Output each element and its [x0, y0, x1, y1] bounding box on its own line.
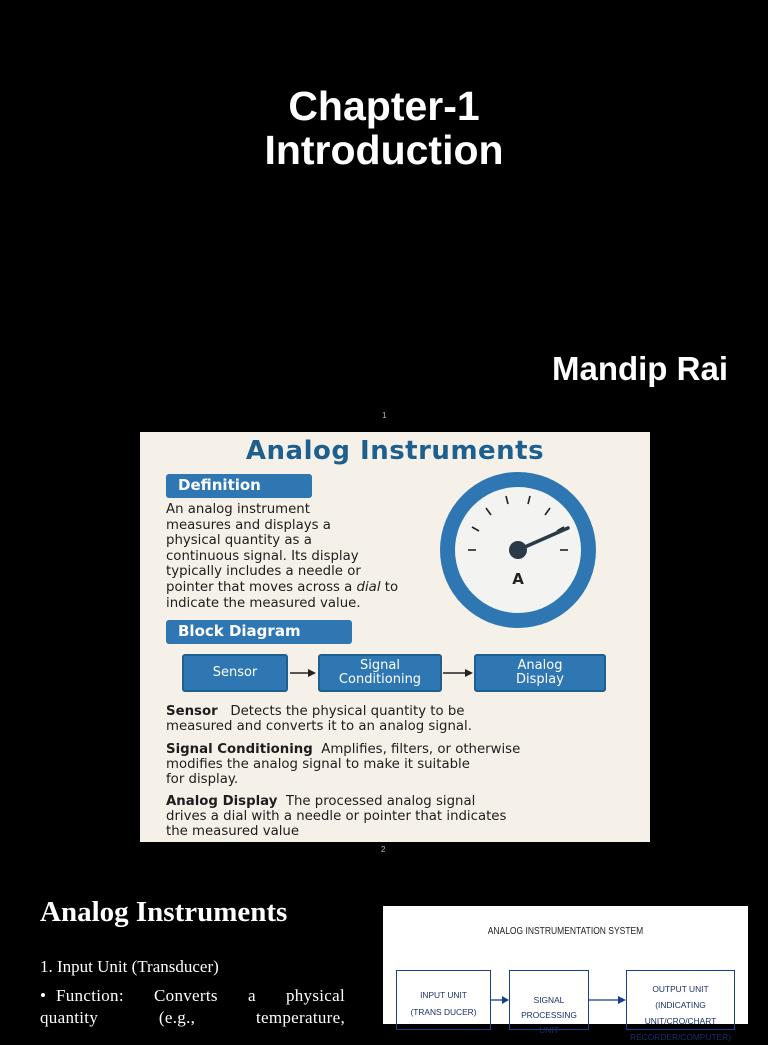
- ammeter-gauge-icon: [436, 472, 602, 612]
- input-unit-box: [396, 970, 491, 1030]
- diagram-title: ANALOG INSTRUMENTATION SYSTEM: [487, 926, 644, 937]
- bullet-text: quantity (e.g., temperature,: [40, 1008, 345, 1027]
- box-label: SIGNAL PROCESSING: [521, 995, 577, 1020]
- slide-1-title: [0, 84, 768, 172]
- box-label: RECORDER/COMPUTER): [630, 1032, 731, 1042]
- block-label: Conditioning: [338, 672, 422, 687]
- definition-fragment: pointer that moves across a: [166, 579, 357, 595]
- term: Analog Display: [166, 794, 278, 809]
- definition-fragment: to: [380, 579, 399, 595]
- title-line-2: Introduction: [264, 127, 504, 173]
- analog-instruments-infographic: [140, 432, 650, 842]
- block-label: Display: [516, 672, 564, 687]
- bullet-text: Function: Converts a physical: [56, 986, 345, 1005]
- page-number-1: 1: [382, 411, 387, 420]
- term: Sensor: [166, 704, 218, 719]
- desc-text: Detects the physical quantity to be: [217, 704, 465, 719]
- block-diagram-heading: Block Diagram: [166, 620, 352, 644]
- desc-text: Amplifies, filters, or otherwise: [312, 742, 521, 757]
- function-bullet: [40, 985, 345, 1029]
- analog-display-description: [166, 794, 636, 839]
- sensor-description: [166, 704, 636, 734]
- page-number-2: 2: [381, 845, 386, 854]
- desc-text: the measured value: [166, 824, 300, 839]
- gauge-label: A: [512, 570, 524, 588]
- definition-line: physical quantity as a: [166, 533, 312, 549]
- infographic-title: Analog Instruments: [245, 436, 545, 466]
- analog-display-block: [474, 654, 606, 692]
- box-label: UNIT: [539, 1025, 559, 1035]
- arrow-right-icon: [443, 666, 473, 680]
- arrow-right-icon: [589, 995, 626, 1005]
- box-label: (INDICATING UNIT/CRO/CHART: [644, 1000, 717, 1026]
- definition-line: indicate the measured value.: [166, 595, 361, 611]
- box-label: (TRANS DUCER): [410, 1007, 477, 1017]
- signal-conditioning-description: [166, 742, 636, 787]
- author-name: Mandip Rai: [551, 350, 728, 387]
- desc-text: for display.: [166, 772, 239, 787]
- box-label: INPUT UNIT: [420, 990, 467, 1000]
- block-label: Analog: [517, 658, 563, 673]
- arrow-right-icon: [491, 995, 509, 1005]
- definition-italic-word: dial: [356, 579, 381, 595]
- sensor-block: Sensor: [182, 654, 288, 692]
- title-line-1: Chapter-1: [288, 83, 480, 129]
- arrow-right-icon: [290, 666, 316, 680]
- slide-3-title: Analog Instruments: [40, 896, 288, 928]
- desc-text: measured and converts it to an analog signal.: [166, 719, 472, 734]
- term: Signal Conditioning: [166, 742, 313, 757]
- signal-conditioning-block: [318, 654, 442, 692]
- desc-text: drives a dial with a needle or pointer that indicates: [166, 809, 507, 824]
- signal-processing-unit-box: [509, 970, 589, 1035]
- analog-instrumentation-system-diagram: [383, 906, 748, 1042]
- definition-line: typically includes a needle or: [166, 564, 361, 580]
- desc-text: The processed analog signal: [277, 794, 476, 809]
- definition-line: continuous signal. Its display: [166, 548, 359, 564]
- definition-line: An analog instrument: [166, 502, 310, 517]
- input-unit-heading: 1. Input Unit (Transducer): [40, 957, 219, 976]
- bullet-icon: •: [40, 986, 47, 1005]
- output-unit-box: [626, 970, 735, 1042]
- box-label: OUTPUT UNIT: [652, 984, 709, 994]
- desc-text: modifies the analog signal to make it suitable: [166, 757, 470, 772]
- block-label: Signal: [360, 658, 400, 673]
- definition-line: measures and displays a: [166, 517, 331, 533]
- definition-heading: Definition: [166, 474, 312, 498]
